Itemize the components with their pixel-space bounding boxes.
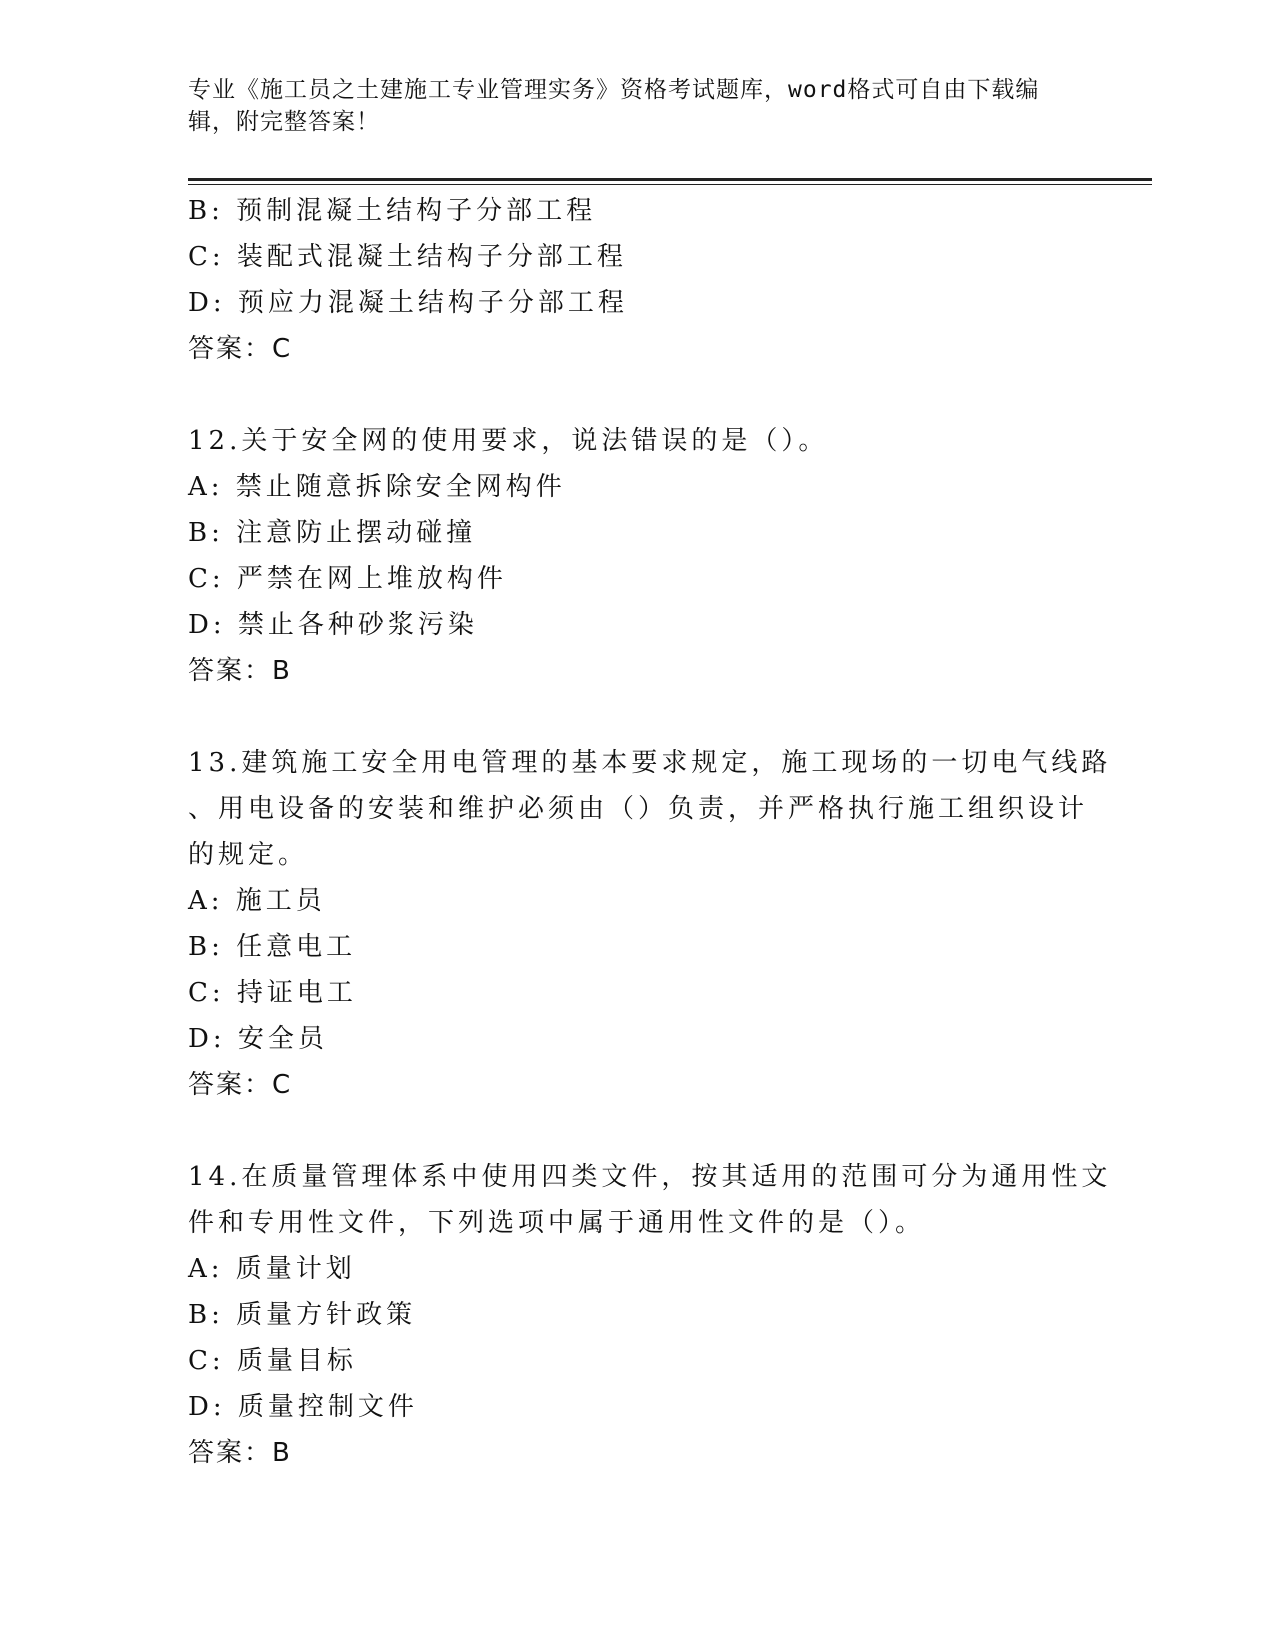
spacer (188, 1108, 1088, 1154)
document-header (188, 74, 1068, 138)
question-block-13 (188, 740, 1112, 1108)
option-b: B: 预制混凝土结构子分部工程 (188, 196, 597, 226)
question-text-line-1: 14.在质量管理体系中使用四类文件，按其适用的范围可分为通用性文 (188, 1162, 1112, 1192)
question-text-line-2: 、用电设备的安装和维护必须由（）负责，并严格执行施工组织设计 (188, 794, 1089, 824)
answer-line: 答案：C (188, 1070, 293, 1100)
option-a: A: 质量计划 (188, 1254, 356, 1284)
question-text-line-2: 件和专用性文件，下列选项中属于通用性文件的是（）。 (188, 1208, 926, 1238)
option-a: A: 施工员 (188, 886, 326, 916)
question-block-14 (188, 1154, 1112, 1476)
option-c: C: 持证电工 (188, 978, 357, 1008)
option-d: D: 质量控制文件 (188, 1392, 418, 1422)
spacer (188, 694, 1088, 740)
header-divider-thick (188, 178, 1152, 181)
answer-line: 答案：C (188, 334, 293, 364)
question-block-12 (188, 418, 1088, 694)
option-c: C: 质量目标 (188, 1346, 357, 1376)
option-b: B: 任意电工 (188, 932, 357, 962)
question-text: 12.关于安全网的使用要求，说法错误的是（）。 (188, 426, 829, 456)
header-line-2: 辑，附完整答案！ (188, 109, 380, 135)
option-c: C: 装配式混凝土结构子分部工程 (188, 242, 627, 272)
document-body (188, 188, 1112, 1476)
answer-line: 答案：B (188, 1438, 292, 1468)
option-b: B: 质量方针政策 (188, 1300, 417, 1330)
header-line-1: 专业《施工员之土建施工专业管理实务》资格考试题库，word格式可自由下载编 (188, 77, 1040, 103)
spacer (188, 372, 1088, 418)
option-a: A: 禁止随意拆除安全网构件 (188, 472, 566, 502)
option-d: D: 预应力混凝土结构子分部工程 (188, 288, 628, 318)
question-text-line-1: 13.建筑施工安全用电管理的基本要求规定，施工现场的一切电气线路 (188, 748, 1112, 778)
option-d: D: 禁止各种砂浆污染 (188, 610, 478, 640)
header-divider-thin (188, 184, 1152, 185)
option-d: D: 安全员 (188, 1024, 328, 1054)
question-block-11 (188, 188, 1088, 372)
question-text-line-3: 的规定。 (188, 840, 309, 870)
option-b: B: 注意防止摆动碰撞 (188, 518, 477, 548)
answer-line: 答案：B (188, 656, 292, 686)
option-c: C: 严禁在网上堆放构件 (188, 564, 507, 594)
